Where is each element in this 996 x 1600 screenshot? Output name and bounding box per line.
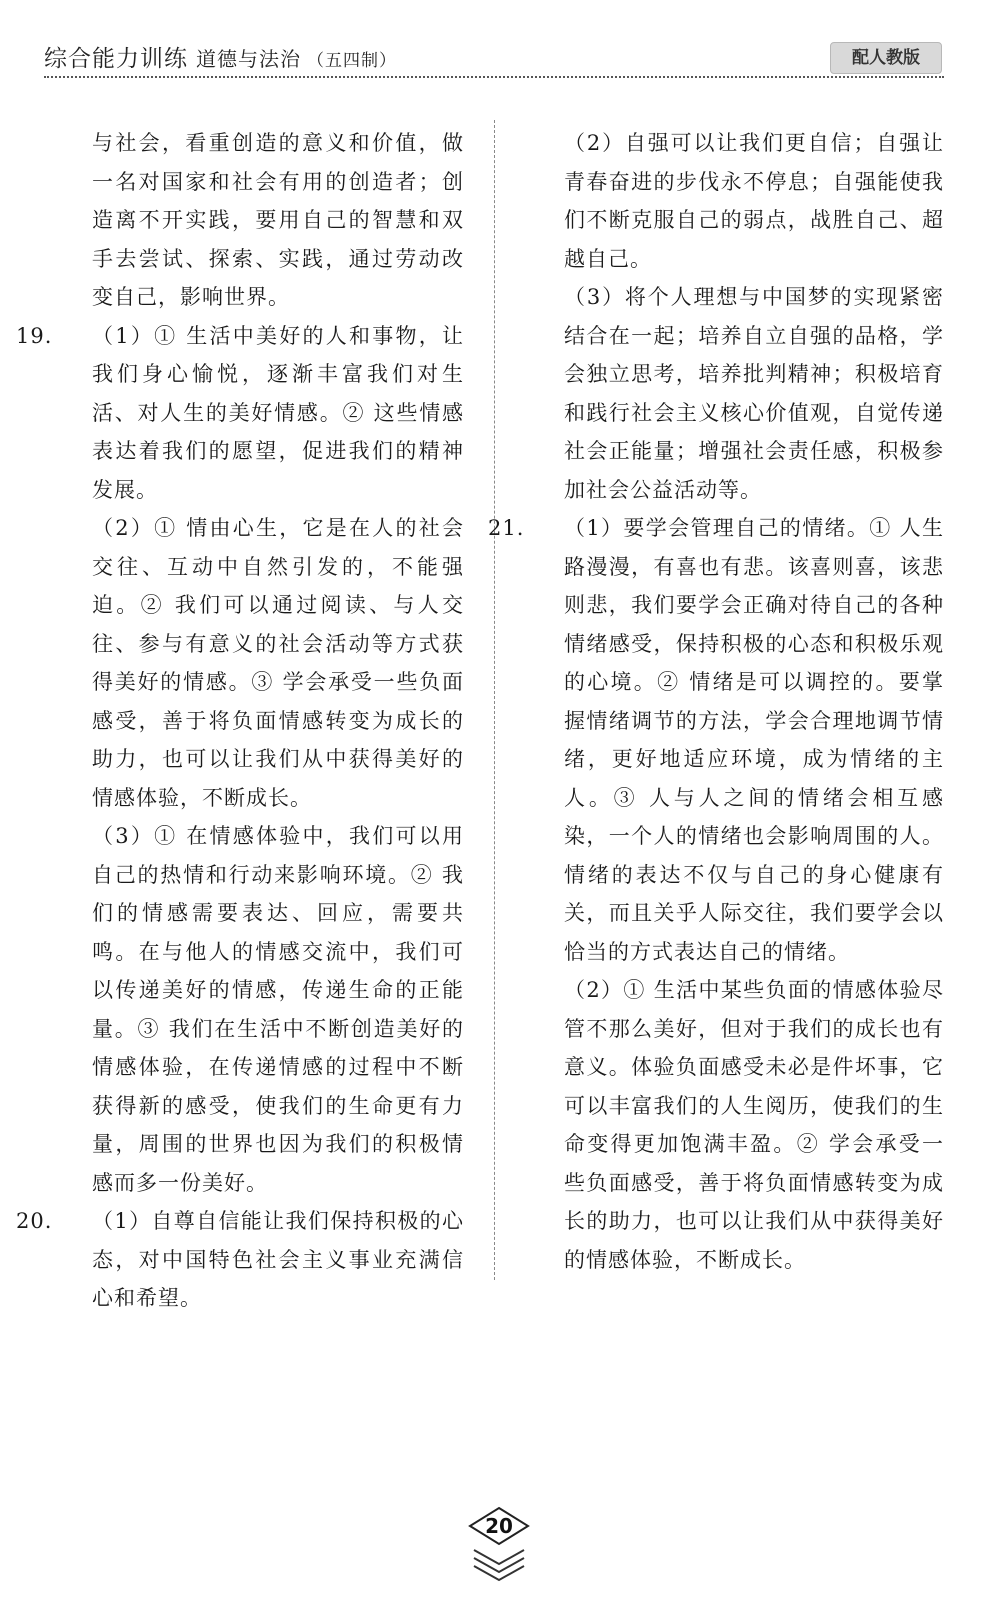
question-number: 21. bbox=[488, 516, 525, 540]
book-title bbox=[44, 40, 397, 73]
question-20-part-3: （3）将个人理想与中国梦的实现紧密结合在一起；培养自立自强的品格，学会独立思考，培养批判精神；积极培育和践行社会主义核心价值观，自觉传递社会正能量；增强社会责任感，积极参加社会公益活动等。 bbox=[564, 285, 944, 502]
question-20-part-2: （2）自强可以让我们更自信；自强让青春奋进的步伐永不停息；自强能使我们不断克服自己的弱点，战胜自己、超越自己。 bbox=[564, 131, 944, 271]
header-divider bbox=[44, 76, 944, 78]
answer-text: （1）① 生活中美好的人和事物，让我们身心愉悦，逐渐丰富我们对生活、对人生的美好情感。② 这些情感表达着我们的愿望，促进我们的精神发展。 bbox=[92, 323, 464, 502]
question-19-part-3: （3）① 在情感体验中，我们可以用自己的热情和行动来影响环境。② 我们的情感需要表达、回应，需要共鸣。在与他人的情感交流中，我们可以传递美好的情感，传递生命的正能量。③ 我们在生活中不断创造美好的情感体验，在传递情感的过程中不断获得新的感受，使我们的生命更有力量，周围的世界也因为我们的积极情感而多一份美好。 bbox=[92, 824, 464, 1195]
question-number: 20. bbox=[16, 1209, 53, 1233]
paragraph: 与社会，看重创造的意义和价值，做一名对国家和社会有用的创造者；创造离不开实践，要用自己的智慧和双手去尝试、探索、实践，通过劳动改变自己，影响世界。 bbox=[92, 131, 464, 309]
subject-title: 道德与法治 bbox=[196, 47, 301, 71]
question-19-part-1 bbox=[16, 317, 464, 510]
left-column bbox=[16, 124, 464, 1318]
edition-label: （五四制） bbox=[307, 51, 397, 71]
page-header bbox=[0, 0, 996, 80]
page-number: 20 bbox=[468, 1506, 530, 1546]
series-title: 综合能力训练 bbox=[44, 46, 188, 72]
question-20-part-1 bbox=[16, 1202, 464, 1318]
right-column bbox=[488, 124, 944, 1279]
question-19-part-2: （2）① 情由心生，它是在人的社会交往、互动中自然引发的，不能强迫。② 我们可以通过阅读、与人交往、参与有意义的社会活动等方式获得美好的情感。③ 学会承受一些负面感受，善于将负面情感转变为成长的助力，也可以让我们从中获得美好的情感体验，不断成长。 bbox=[92, 516, 464, 810]
answer-text: （1）要学会管理自己的情绪。① 人生路漫漫，有喜也有悲。该喜则喜，该悲则悲，我们要学会正确对待自己的各种情绪感受，保持积极的心态和积极乐观的心境。② 情绪是可以调控的。要掌握情绪调节的方法，学会合理地调节情绪，更好地适应环境，成为情绪的主人。③ 人与人之间的情绪会相互感染，一个人的情绪也会影响周围的人。情绪的表达不仅与自己的身心健康有关，而且关乎人际交往，我们要学会以恰当的方式表达自己的情绪。 bbox=[564, 516, 944, 964]
answer-text: （1）自尊自信能让我们保持积极的心态，对中国特色社会主义事业充满信心和希望。 bbox=[92, 1209, 464, 1310]
question-21-part-1 bbox=[488, 509, 944, 971]
edition-badge: 配人教版 bbox=[830, 42, 942, 74]
column-divider bbox=[494, 120, 495, 1280]
question-number: 19. bbox=[16, 323, 53, 348]
chevron-down-icon bbox=[472, 1548, 526, 1584]
question-21-part-2: （2）① 生活中某些负面的情感体验尽管不那么美好，但对于我们的成长也有意义。体验负面感受未必是件坏事，它可以丰富我们的人生阅历，使我们的生命变得更加饱满丰盈。② 学会承受一些负面感受，善于将负面情感转变为成长的助力，也可以让我们从中获得美好的情感体验，不断成长。 bbox=[564, 978, 944, 1272]
